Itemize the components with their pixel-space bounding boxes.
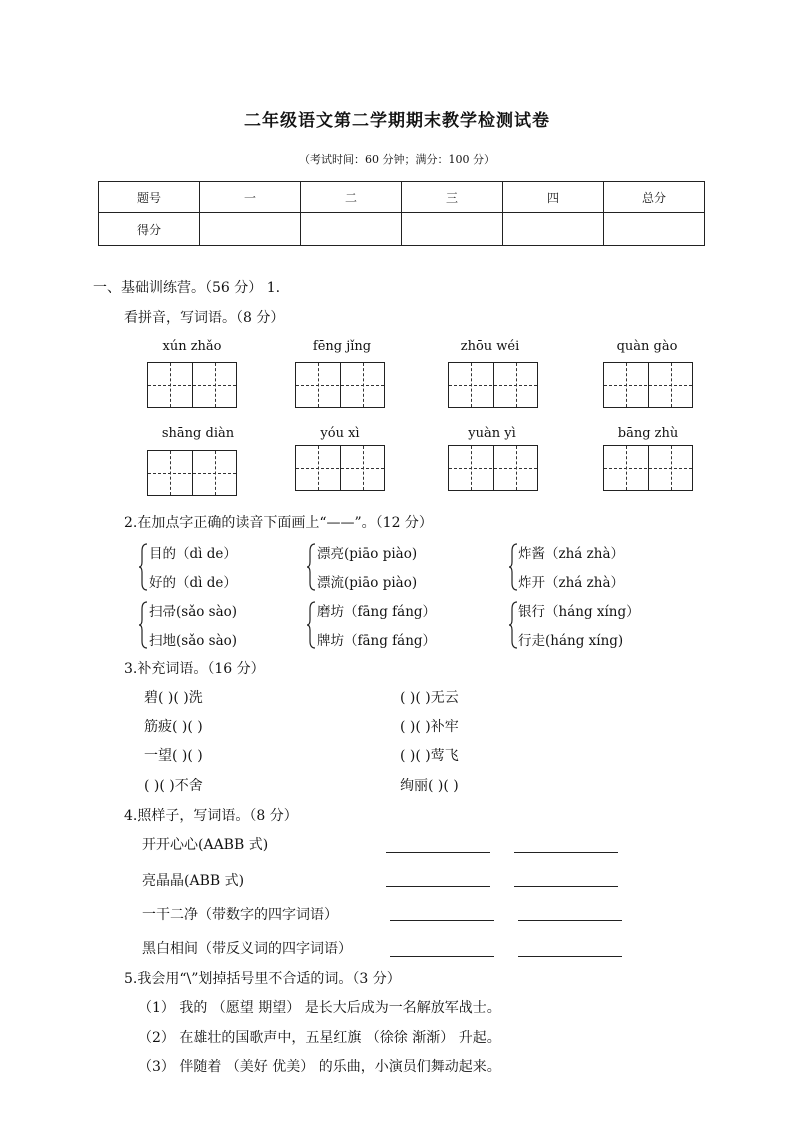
writing-grid[interactable] bbox=[448, 445, 538, 491]
answer-line[interactable] bbox=[386, 886, 490, 887]
score-cell[interactable] bbox=[402, 213, 503, 246]
score-cell[interactable] bbox=[503, 213, 604, 246]
page-title: 二年级语文第二学期期末教学检测试卷 bbox=[244, 111, 550, 131]
reading-choice: 炸开（zhá zhà） bbox=[518, 575, 625, 591]
row-label: 得分 bbox=[99, 213, 200, 246]
exam-info: （考试时间：60 分钟；满分：100 分） bbox=[299, 153, 495, 166]
idiom-fill[interactable]: 筋疲( )( ) bbox=[144, 719, 203, 735]
question-title: 3.补充词语。（16 分） bbox=[124, 661, 265, 677]
pinyin-label: fēng jǐng bbox=[312, 339, 372, 354]
idiom-fill[interactable]: 绚丽( )( ) bbox=[400, 778, 459, 794]
reading-choice: 炸酱（zhá zhà） bbox=[518, 546, 625, 562]
idiom-fill[interactable]: ( )( )补牢 bbox=[400, 719, 459, 735]
brace-icon bbox=[306, 601, 316, 649]
writing-grid[interactable] bbox=[448, 362, 538, 408]
pinyin-label: yóu xì bbox=[320, 426, 360, 441]
reading-choice: 目的（dì de） bbox=[149, 546, 237, 562]
table-header: 一 bbox=[200, 182, 301, 213]
pinyin-label: quàn gào bbox=[616, 339, 678, 354]
sentence-item: （2） 在雄壮的国歌声中，五星红旗 （徐徐 渐渐） 升起。 bbox=[138, 1030, 501, 1046]
pinyin-label: shāng diàn bbox=[161, 426, 235, 441]
score-table bbox=[98, 181, 705, 246]
sentence-item: （3） 伴随着 （美好 优美） 的乐曲，小演员们舞动起来。 bbox=[138, 1059, 501, 1075]
table-header: 总分 bbox=[604, 182, 705, 213]
writing-grid[interactable] bbox=[603, 445, 693, 491]
score-table-row bbox=[99, 213, 705, 246]
score-cell[interactable] bbox=[604, 213, 705, 246]
question-title: 2.在加点字正确的读音下面画上“——”。（12 分） bbox=[124, 515, 433, 531]
table-header: 三 bbox=[402, 182, 503, 213]
reading-choice: 行走(háng xíng) bbox=[518, 633, 624, 649]
reading-choice: 好的（dì de） bbox=[149, 575, 237, 591]
answer-line[interactable] bbox=[514, 886, 618, 887]
brace-icon bbox=[508, 543, 518, 591]
brace-icon bbox=[508, 601, 518, 649]
reading-choice: 漂亮(piāo piào) bbox=[317, 546, 418, 562]
writing-grid[interactable] bbox=[147, 450, 237, 496]
table-header: 二 bbox=[301, 182, 402, 213]
word-pattern: 一干二净（带数字的四字词语） bbox=[142, 907, 338, 923]
answer-line[interactable] bbox=[386, 852, 490, 853]
score-table-header-row bbox=[99, 182, 705, 213]
pinyin-label: xún zhǎo bbox=[162, 339, 222, 354]
word-pattern: 开开心心(AABB 式) bbox=[142, 837, 269, 853]
writing-grid[interactable] bbox=[147, 362, 237, 408]
score-cell[interactable] bbox=[200, 213, 301, 246]
table-header: 题号 bbox=[99, 182, 200, 213]
reading-choice: 漂流(piāo piào) bbox=[317, 575, 418, 591]
idiom-fill[interactable]: ( )( )无云 bbox=[400, 690, 459, 706]
sentence-item: （1） 我的 （愿望 期望） 是长大后成为一名解放军战士。 bbox=[138, 1000, 501, 1016]
writing-grid[interactable] bbox=[603, 362, 693, 408]
table-header: 四 bbox=[503, 182, 604, 213]
question-title: 看拼音，写词语。（8 分） bbox=[124, 310, 285, 326]
reading-choice: 扫帚(sǎo sào) bbox=[149, 604, 238, 620]
reading-choice: 银行（háng xíng） bbox=[518, 604, 640, 620]
writing-grid[interactable] bbox=[295, 445, 385, 491]
idiom-fill[interactable]: 碧( )( )洗 bbox=[144, 690, 203, 706]
idiom-fill[interactable]: ( )( )不舍 bbox=[144, 778, 203, 794]
answer-line[interactable] bbox=[518, 920, 622, 921]
pinyin-label: bāng zhù bbox=[617, 426, 679, 441]
idiom-fill[interactable]: ( )( )莺飞 bbox=[400, 748, 459, 764]
section-heading: 一、基础训练营。（56 分） 1. bbox=[93, 280, 281, 296]
reading-choice: 牌坊（fāng fáng） bbox=[317, 633, 437, 649]
word-pattern: 黑白相间（带反义词的四字词语） bbox=[142, 941, 352, 957]
reading-choice: 磨坊（fāng fáng） bbox=[317, 604, 437, 620]
writing-grid[interactable] bbox=[295, 362, 385, 408]
pinyin-label: yuàn yì bbox=[468, 426, 516, 441]
answer-line[interactable] bbox=[518, 956, 622, 957]
brace-icon bbox=[306, 543, 316, 591]
word-pattern: 亮晶晶(ABB 式) bbox=[142, 873, 245, 889]
brace-icon bbox=[138, 543, 148, 591]
reading-choice: 扫地(sǎo sào) bbox=[149, 633, 238, 649]
question-title: 4.照样子，写词语。（8 分） bbox=[124, 808, 298, 824]
pinyin-label: zhōu wéi bbox=[460, 339, 520, 354]
idiom-fill[interactable]: 一望( )( ) bbox=[144, 748, 203, 764]
question-title: 5.我会用“\”划掉括号里不合适的词。（3 分） bbox=[124, 971, 401, 987]
answer-line[interactable] bbox=[390, 956, 494, 957]
score-cell[interactable] bbox=[301, 213, 402, 246]
answer-line[interactable] bbox=[514, 852, 618, 853]
brace-icon bbox=[138, 601, 148, 649]
answer-line[interactable] bbox=[390, 920, 494, 921]
